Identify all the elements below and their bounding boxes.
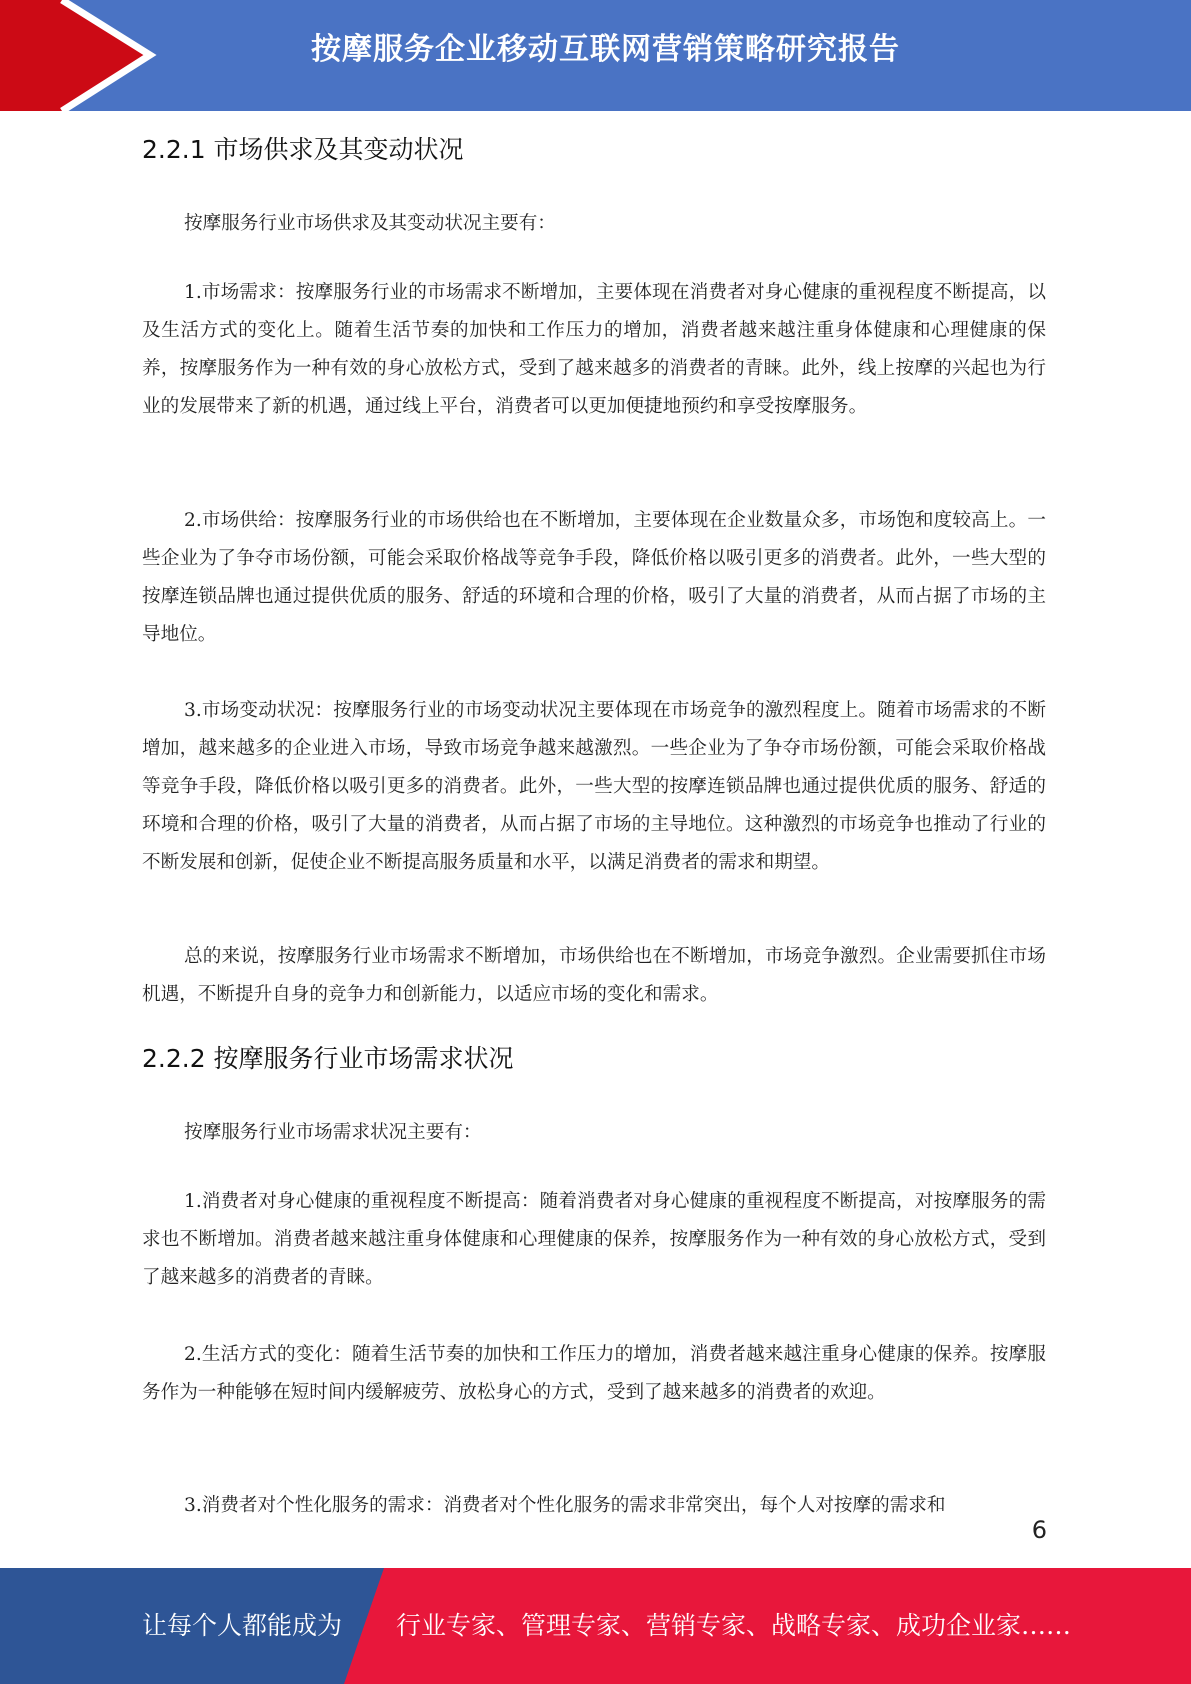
page-number: 6 bbox=[1031, 1516, 1047, 1544]
paragraph: 总的来说，按摩服务行业市场需求不断增加，市场供给也在不断增加，市场竞争激烈。企业需要抓住市场机遇，不断提升自身的竞争力和创新能力，以适应市场的变化和需求。 bbox=[142, 946, 1046, 1005]
report-title: 按摩服务企业移动互联网营销策略研究报告 bbox=[311, 32, 900, 67]
paragraph: 3.市场变动状况：按摩服务行业的市场变动状况主要体现在市场竞争的激烈程度上。随着市场需求的不断增加，越来越多的企业进入市场，导致市场竞争越来越激烈。一些企业为了争夺市场份额，可能会采取价格战等竞争手段，降低价格以吸引更多的消费者。此外，一些大型的按摩连锁品牌也通过提供优质的服务、舒适的环境和合理的价格，吸引了大量的消费者，从而占据了市场的主导地位。这种激烈的市场竞争也推动了行业的不断发展和创新，促使企业不断提高服务质量和水平，以满足消费者的需求和期望。 bbox=[142, 700, 1046, 873]
page-header bbox=[0, 0, 1191, 111]
section-heading-2-2-2: 2.2.2 按摩服务行业市场需求状况 bbox=[142, 1044, 514, 1073]
paragraph: 按摩服务行业市场需求状况主要有： bbox=[184, 1122, 482, 1143]
section-heading-2-2-1: 2.2.1 市场供求及其变动状况 bbox=[142, 135, 464, 164]
paragraph: 1.消费者对身心健康的重视程度不断提高：随着消费者对身心健康的重视程度不断提高，对按摩服务的需求也不断增加。消费者越来越注重身体健康和心理健康的保养，按摩服务作为一种有效的身心放松方式，受到了越来越多的消费者的青睐。 bbox=[142, 1191, 1046, 1288]
footer-slogan-left: 让每个人都能成为 bbox=[142, 1611, 343, 1640]
page-footer bbox=[0, 1568, 1191, 1684]
paragraph: 按摩服务行业市场供求及其变动状况主要有： bbox=[184, 213, 556, 234]
paragraph: 2.生活方式的变化：随着生活节奏的加快和工作压力的增加，消费者越来越注重身心健康的保养。按摩服务作为一种能够在短时间内缓解疲劳、放松身心的方式，受到了越来越多的消费者的欢迎。 bbox=[142, 1344, 1046, 1403]
paragraph: 1.市场需求：按摩服务行业的市场需求不断增加，主要体现在消费者对身心健康的重视程度不断提高，以及生活方式的变化上。随着生活节奏的加快和工作压力的增加，消费者越来越注重身体健康和心理健康的保养，按摩服务作为一种有效的身心放松方式，受到了越来越多的消费者的青睐。此外，线上按摩的兴起也为行业的发展带来了新的机遇，通过线上平台，消费者可以更加便捷地预约和享受按摩服务。 bbox=[142, 282, 1046, 417]
paragraph: 3.消费者对个性化服务的需求：消费者对个性化服务的需求非常突出，每个人对按摩的需求和 bbox=[184, 1495, 946, 1516]
footer-slogan-right: 行业专家、管理专家、营销专家、战略专家、成功企业家…… bbox=[396, 1611, 1072, 1640]
paragraph: 2.市场供给：按摩服务行业的市场供给也在不断增加，主要体现在企业数量众多，市场饱和度较高上。一些企业为了争夺市场份额，可能会采取价格战等竞争手段，降低价格以吸引更多的消费者。此外，一些大型的按摩连锁品牌也通过提供优质的服务、舒适的环境和合理的价格，吸引了大量的消费者，从而占据了市场的主导地位。 bbox=[142, 510, 1046, 645]
